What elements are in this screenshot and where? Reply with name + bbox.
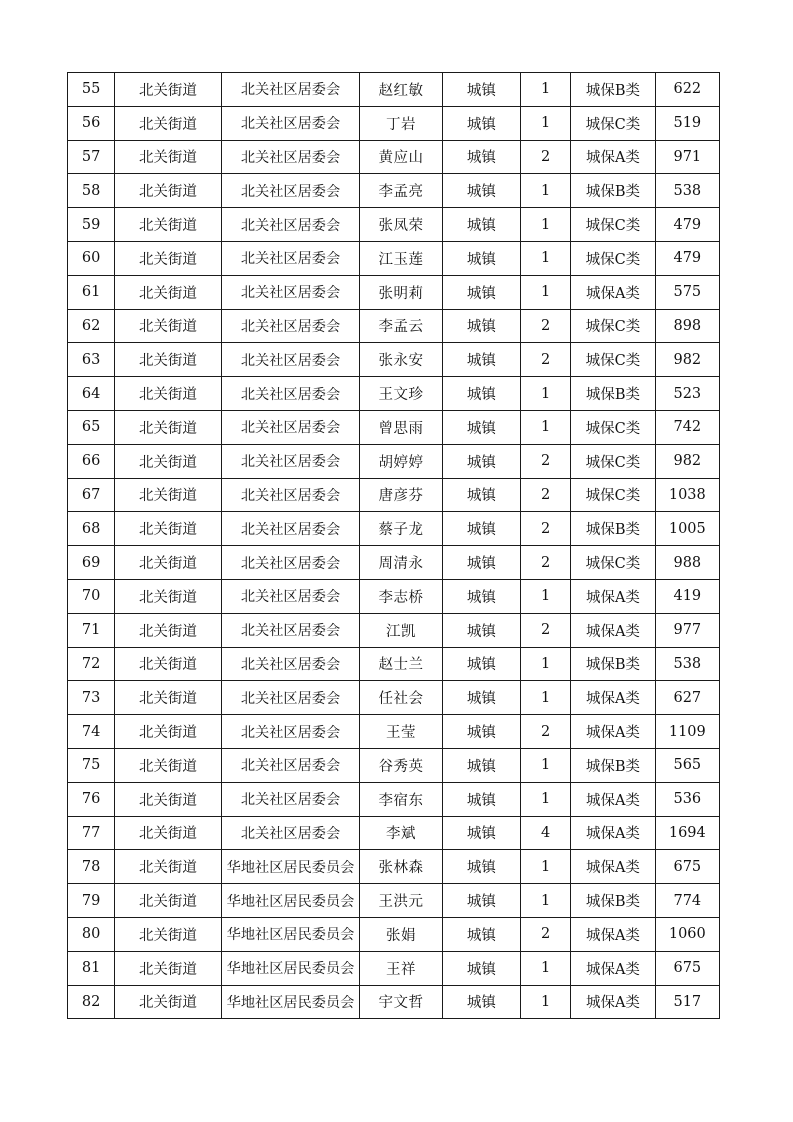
household-size-cell: 1: [521, 579, 571, 613]
name-cell: 王文珍: [360, 377, 442, 411]
community-cell: 北关社区居委会: [221, 478, 360, 512]
table-row: [68, 748, 720, 782]
community-cell: 北关社区居委会: [221, 748, 360, 782]
street-cell: 北关街道: [115, 106, 221, 140]
name-cell: 王洪元: [360, 884, 442, 918]
community-cell: 华地社区居民委员会: [221, 917, 360, 951]
category-cell: 城保A类: [571, 850, 655, 884]
street-cell: 北关街道: [115, 951, 221, 985]
area-type-cell: 城镇: [442, 850, 520, 884]
area-type-cell: 城镇: [442, 816, 520, 850]
street-cell: 北关街道: [115, 343, 221, 377]
name-cell: 李斌: [360, 816, 442, 850]
name-cell: 张凤荣: [360, 208, 442, 242]
table-row: [68, 73, 720, 107]
table-row: [68, 377, 720, 411]
area-type-cell: 城镇: [442, 681, 520, 715]
street-cell: 北关街道: [115, 647, 221, 681]
name-cell: 张娟: [360, 917, 442, 951]
amount-cell: 1694: [655, 816, 719, 850]
name-cell: 曾思雨: [360, 410, 442, 444]
name-cell: 宇文哲: [360, 985, 442, 1019]
community-cell: 北关社区居委会: [221, 140, 360, 174]
area-type-cell: 城镇: [442, 275, 520, 309]
table-row: [68, 816, 720, 850]
amount-cell: 898: [655, 309, 719, 343]
category-cell: 城保B类: [571, 73, 655, 107]
table-row: [68, 106, 720, 140]
amount-cell: 977: [655, 613, 719, 647]
category-cell: 城保C类: [571, 343, 655, 377]
street-cell: 北关街道: [115, 681, 221, 715]
community-cell: 北关社区居委会: [221, 782, 360, 816]
category-cell: 城保A类: [571, 681, 655, 715]
amount-cell: 523: [655, 377, 719, 411]
name-cell: 任社会: [360, 681, 442, 715]
street-cell: 北关街道: [115, 917, 221, 951]
category-cell: 城保A类: [571, 715, 655, 749]
category-cell: 城保B类: [571, 884, 655, 918]
table-row: [68, 613, 720, 647]
amount-cell: 971: [655, 140, 719, 174]
name-cell: 赵士兰: [360, 647, 442, 681]
table-row: [68, 985, 720, 1019]
name-cell: 张永安: [360, 343, 442, 377]
area-type-cell: 城镇: [442, 343, 520, 377]
category-cell: 城保C类: [571, 208, 655, 242]
household-size-cell: 1: [521, 106, 571, 140]
row-number-cell: 66: [68, 444, 115, 478]
community-cell: 北关社区居委会: [221, 613, 360, 647]
row-number-cell: 71: [68, 613, 115, 647]
table-row: [68, 140, 720, 174]
table-row: [68, 309, 720, 343]
category-cell: 城保B类: [571, 647, 655, 681]
community-cell: 北关社区居委会: [221, 546, 360, 580]
street-cell: 北关街道: [115, 444, 221, 478]
area-type-cell: 城镇: [442, 917, 520, 951]
household-size-cell: 2: [521, 546, 571, 580]
name-cell: 张明莉: [360, 275, 442, 309]
row-number-cell: 76: [68, 782, 115, 816]
table-row: [68, 917, 720, 951]
household-size-cell: 1: [521, 748, 571, 782]
street-cell: 北关街道: [115, 985, 221, 1019]
household-size-cell: 2: [521, 613, 571, 647]
household-size-cell: 1: [521, 951, 571, 985]
name-cell: 胡婷婷: [360, 444, 442, 478]
community-cell: 北关社区居委会: [221, 410, 360, 444]
category-cell: 城保C类: [571, 241, 655, 275]
table-row: [68, 241, 720, 275]
name-cell: 李志桥: [360, 579, 442, 613]
table-row: [68, 782, 720, 816]
area-type-cell: 城镇: [442, 782, 520, 816]
name-cell: 赵红敏: [360, 73, 442, 107]
amount-cell: 538: [655, 174, 719, 208]
street-cell: 北关街道: [115, 816, 221, 850]
area-type-cell: 城镇: [442, 410, 520, 444]
community-cell: 华地社区居民委员会: [221, 850, 360, 884]
category-cell: 城保B类: [571, 174, 655, 208]
row-number-cell: 57: [68, 140, 115, 174]
amount-cell: 479: [655, 241, 719, 275]
community-cell: 北关社区居委会: [221, 241, 360, 275]
household-size-cell: 2: [521, 478, 571, 512]
household-size-cell: 1: [521, 681, 571, 715]
community-cell: 北关社区居委会: [221, 444, 360, 478]
table-row: [68, 579, 720, 613]
row-number-cell: 75: [68, 748, 115, 782]
household-size-cell: 2: [521, 444, 571, 478]
row-number-cell: 56: [68, 106, 115, 140]
community-cell: 北关社区居委会: [221, 715, 360, 749]
area-type-cell: 城镇: [442, 579, 520, 613]
household-size-cell: 1: [521, 73, 571, 107]
row-number-cell: 65: [68, 410, 115, 444]
table-row: [68, 478, 720, 512]
street-cell: 北关街道: [115, 579, 221, 613]
table-row: [68, 884, 720, 918]
household-size-cell: 1: [521, 377, 571, 411]
table-row: [68, 951, 720, 985]
street-cell: 北关街道: [115, 884, 221, 918]
area-type-cell: 城镇: [442, 309, 520, 343]
area-type-cell: 城镇: [442, 377, 520, 411]
street-cell: 北关街道: [115, 174, 221, 208]
community-cell: 北关社区居委会: [221, 106, 360, 140]
household-size-cell: 1: [521, 850, 571, 884]
amount-cell: 982: [655, 444, 719, 478]
category-cell: 城保C类: [571, 410, 655, 444]
table-row: [68, 681, 720, 715]
community-cell: 北关社区居委会: [221, 343, 360, 377]
street-cell: 北关街道: [115, 715, 221, 749]
street-cell: 北关街道: [115, 782, 221, 816]
name-cell: 蔡子龙: [360, 512, 442, 546]
name-cell: 李孟云: [360, 309, 442, 343]
household-size-cell: 2: [521, 715, 571, 749]
household-size-cell: 1: [521, 208, 571, 242]
category-cell: 城保A类: [571, 951, 655, 985]
household-size-cell: 1: [521, 174, 571, 208]
community-cell: 北关社区居委会: [221, 816, 360, 850]
household-size-cell: 1: [521, 647, 571, 681]
assistance-table: [67, 72, 720, 1019]
amount-cell: 675: [655, 850, 719, 884]
amount-cell: 1038: [655, 478, 719, 512]
community-cell: 北关社区居委会: [221, 512, 360, 546]
household-size-cell: 2: [521, 512, 571, 546]
amount-cell: 982: [655, 343, 719, 377]
area-type-cell: 城镇: [442, 478, 520, 512]
category-cell: 城保C类: [571, 106, 655, 140]
category-cell: 城保C类: [571, 478, 655, 512]
row-number-cell: 60: [68, 241, 115, 275]
row-number-cell: 77: [68, 816, 115, 850]
household-size-cell: 4: [521, 816, 571, 850]
area-type-cell: 城镇: [442, 174, 520, 208]
amount-cell: 565: [655, 748, 719, 782]
community-cell: 北关社区居委会: [221, 681, 360, 715]
table-row: [68, 410, 720, 444]
amount-cell: 538: [655, 647, 719, 681]
area-type-cell: 城镇: [442, 613, 520, 647]
row-number-cell: 64: [68, 377, 115, 411]
amount-cell: 774: [655, 884, 719, 918]
category-cell: 城保B类: [571, 377, 655, 411]
street-cell: 北关街道: [115, 73, 221, 107]
household-size-cell: 1: [521, 782, 571, 816]
community-cell: 北关社区居委会: [221, 73, 360, 107]
row-number-cell: 78: [68, 850, 115, 884]
amount-cell: 988: [655, 546, 719, 580]
row-number-cell: 81: [68, 951, 115, 985]
street-cell: 北关街道: [115, 613, 221, 647]
amount-cell: 479: [655, 208, 719, 242]
row-number-cell: 70: [68, 579, 115, 613]
street-cell: 北关街道: [115, 140, 221, 174]
household-size-cell: 1: [521, 241, 571, 275]
category-cell: 城保A类: [571, 782, 655, 816]
table-body: [68, 73, 720, 1019]
category-cell: 城保C类: [571, 546, 655, 580]
name-cell: 谷秀英: [360, 748, 442, 782]
table-row: [68, 546, 720, 580]
community-cell: 北关社区居委会: [221, 647, 360, 681]
row-number-cell: 72: [68, 647, 115, 681]
area-type-cell: 城镇: [442, 208, 520, 242]
category-cell: 城保A类: [571, 140, 655, 174]
name-cell: 王莹: [360, 715, 442, 749]
amount-cell: 519: [655, 106, 719, 140]
street-cell: 北关街道: [115, 850, 221, 884]
community-cell: 北关社区居委会: [221, 579, 360, 613]
area-type-cell: 城镇: [442, 884, 520, 918]
street-cell: 北关街道: [115, 512, 221, 546]
table-row: [68, 275, 720, 309]
area-type-cell: 城镇: [442, 241, 520, 275]
row-number-cell: 69: [68, 546, 115, 580]
street-cell: 北关街道: [115, 410, 221, 444]
amount-cell: 675: [655, 951, 719, 985]
table-row: [68, 850, 720, 884]
community-cell: 华地社区居民委员会: [221, 884, 360, 918]
name-cell: 黄应山: [360, 140, 442, 174]
area-type-cell: 城镇: [442, 748, 520, 782]
household-size-cell: 2: [521, 917, 571, 951]
area-type-cell: 城镇: [442, 546, 520, 580]
street-cell: 北关街道: [115, 309, 221, 343]
row-number-cell: 63: [68, 343, 115, 377]
row-number-cell: 82: [68, 985, 115, 1019]
community-cell: 北关社区居委会: [221, 208, 360, 242]
row-number-cell: 61: [68, 275, 115, 309]
amount-cell: 1109: [655, 715, 719, 749]
amount-cell: 517: [655, 985, 719, 1019]
household-size-cell: 1: [521, 985, 571, 1019]
category-cell: 城保A类: [571, 816, 655, 850]
name-cell: 唐彦芬: [360, 478, 442, 512]
community-cell: 北关社区居委会: [221, 174, 360, 208]
category-cell: 城保A类: [571, 917, 655, 951]
street-cell: 北关街道: [115, 241, 221, 275]
name-cell: 王祥: [360, 951, 442, 985]
amount-cell: 575: [655, 275, 719, 309]
row-number-cell: 67: [68, 478, 115, 512]
table-row: [68, 512, 720, 546]
household-size-cell: 2: [521, 309, 571, 343]
row-number-cell: 80: [68, 917, 115, 951]
household-size-cell: 2: [521, 140, 571, 174]
category-cell: 城保C类: [571, 309, 655, 343]
household-size-cell: 1: [521, 275, 571, 309]
name-cell: 李孟亮: [360, 174, 442, 208]
community-cell: 华地社区居民委员会: [221, 985, 360, 1019]
street-cell: 北关街道: [115, 748, 221, 782]
street-cell: 北关街道: [115, 478, 221, 512]
amount-cell: 742: [655, 410, 719, 444]
name-cell: 江玉莲: [360, 241, 442, 275]
row-number-cell: 62: [68, 309, 115, 343]
category-cell: 城保A类: [571, 579, 655, 613]
street-cell: 北关街道: [115, 275, 221, 309]
amount-cell: 627: [655, 681, 719, 715]
row-number-cell: 59: [68, 208, 115, 242]
table-row: [68, 208, 720, 242]
amount-cell: 622: [655, 73, 719, 107]
community-cell: 华地社区居民委员会: [221, 951, 360, 985]
street-cell: 北关街道: [115, 377, 221, 411]
household-size-cell: 2: [521, 343, 571, 377]
amount-cell: 1005: [655, 512, 719, 546]
area-type-cell: 城镇: [442, 73, 520, 107]
category-cell: 城保C类: [571, 444, 655, 478]
category-cell: 城保B类: [571, 748, 655, 782]
amount-cell: 536: [655, 782, 719, 816]
area-type-cell: 城镇: [442, 512, 520, 546]
community-cell: 北关社区居委会: [221, 377, 360, 411]
row-number-cell: 73: [68, 681, 115, 715]
area-type-cell: 城镇: [442, 647, 520, 681]
household-size-cell: 1: [521, 884, 571, 918]
row-number-cell: 74: [68, 715, 115, 749]
area-type-cell: 城镇: [442, 985, 520, 1019]
table-row: [68, 174, 720, 208]
area-type-cell: 城镇: [442, 140, 520, 174]
row-number-cell: 79: [68, 884, 115, 918]
row-number-cell: 55: [68, 73, 115, 107]
table-row: [68, 715, 720, 749]
name-cell: 李宿东: [360, 782, 442, 816]
household-size-cell: 1: [521, 410, 571, 444]
category-cell: 城保B类: [571, 512, 655, 546]
amount-cell: 419: [655, 579, 719, 613]
street-cell: 北关街道: [115, 546, 221, 580]
table-row: [68, 444, 720, 478]
name-cell: 丁岩: [360, 106, 442, 140]
name-cell: 张林森: [360, 850, 442, 884]
area-type-cell: 城镇: [442, 715, 520, 749]
row-number-cell: 58: [68, 174, 115, 208]
area-type-cell: 城镇: [442, 951, 520, 985]
row-number-cell: 68: [68, 512, 115, 546]
street-cell: 北关街道: [115, 208, 221, 242]
category-cell: 城保A类: [571, 275, 655, 309]
category-cell: 城保A类: [571, 985, 655, 1019]
area-type-cell: 城镇: [442, 106, 520, 140]
category-cell: 城保A类: [571, 613, 655, 647]
table-row: [68, 343, 720, 377]
community-cell: 北关社区居委会: [221, 275, 360, 309]
table-row: [68, 647, 720, 681]
amount-cell: 1060: [655, 917, 719, 951]
area-type-cell: 城镇: [442, 444, 520, 478]
name-cell: 江凯: [360, 613, 442, 647]
name-cell: 周清永: [360, 546, 442, 580]
community-cell: 北关社区居委会: [221, 309, 360, 343]
